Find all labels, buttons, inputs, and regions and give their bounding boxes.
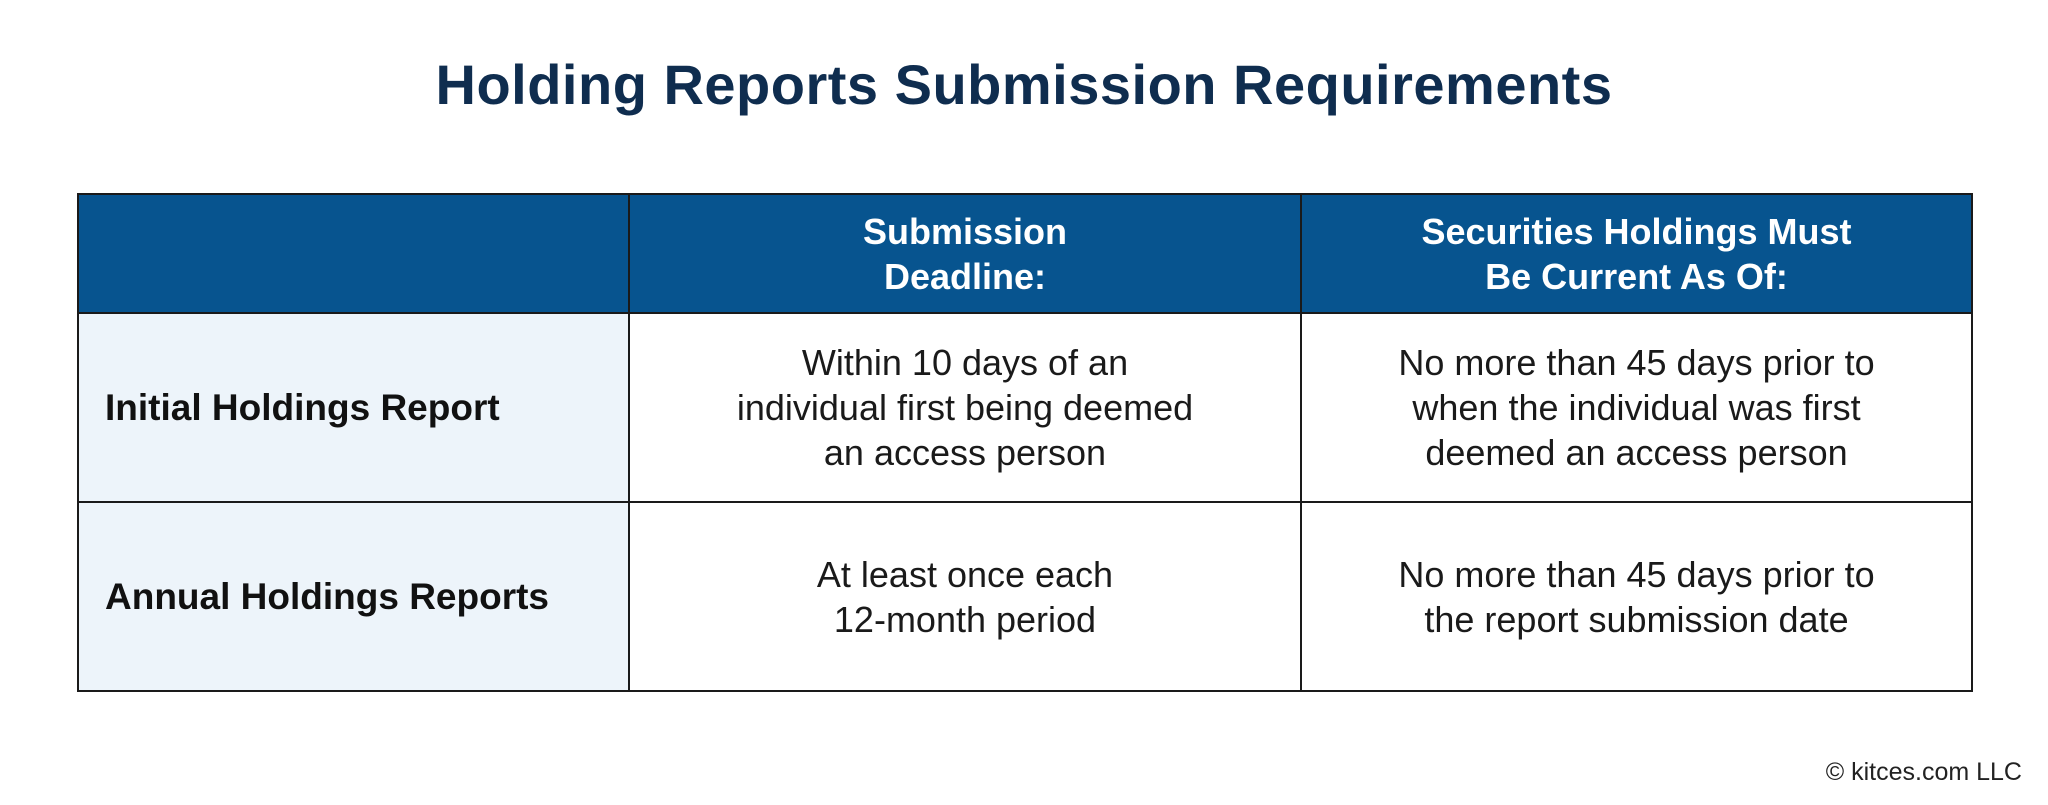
header-text-line: Deadline:	[883, 255, 1047, 297]
row-label: Annual Holdings Reports	[78, 502, 629, 691]
cell-text-line: the report submission date	[1424, 598, 1849, 640]
cell-text-line: Within 10 days of an	[801, 342, 1129, 383]
cell-text-line: deemed an access person	[1425, 432, 1848, 473]
header-text-line: Submission	[862, 210, 1068, 252]
header-cell-current-as-of	[1301, 194, 1972, 313]
cell-text-line: No more than 45 days prior to	[1398, 342, 1875, 383]
current-as-of-cell	[1301, 313, 1972, 502]
page-title: Holding Reports Submission Requirements	[435, 53, 1613, 116]
copyright-credit: © kitces.com LLC	[1825, 758, 2022, 786]
row-label: Initial Holdings Report	[78, 313, 629, 502]
requirements-table	[77, 193, 1973, 692]
deadline-cell	[629, 313, 1301, 502]
header-text-line: Securities Holdings Must	[1421, 210, 1852, 252]
table-row-annual	[78, 502, 1972, 691]
cell-text-line: 12-month period	[833, 598, 1097, 640]
header-cell-empty	[78, 194, 629, 313]
header-cell-deadline	[629, 194, 1301, 313]
cell-text-line: No more than 45 days prior to	[1398, 553, 1875, 595]
cell-text-line: an access person	[823, 432, 1107, 473]
table-row-initial	[78, 313, 1972, 502]
deadline-cell	[629, 502, 1301, 691]
table-header-row	[78, 194, 1972, 313]
current-as-of-cell	[1301, 502, 1972, 691]
header-text-line: Be Current As Of:	[1485, 255, 1788, 297]
cell-text-line: individual first being deemed	[736, 387, 1194, 428]
cell-text-line: At least once each	[816, 553, 1114, 595]
cell-text-line: when the individual was first	[1412, 387, 1861, 428]
